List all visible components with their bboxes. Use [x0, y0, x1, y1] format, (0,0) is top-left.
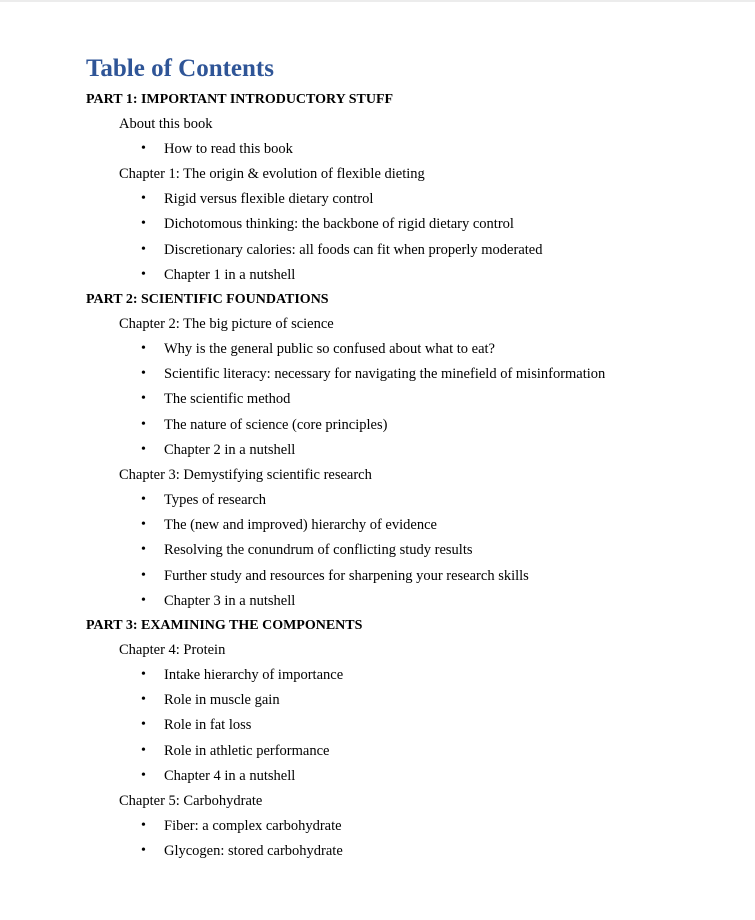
toc-topic-label: The nature of science (core principles): [164, 416, 388, 433]
toc-topic-label: Role in athletic performance: [164, 742, 330, 759]
toc-topic-label: The (new and improved) hierarchy of evidence: [164, 517, 437, 534]
toc-topic-item: [141, 691, 726, 709]
toc-topic-item: [141, 742, 726, 760]
toc-chapter-entry: Chapter 2: The big picture of science: [119, 316, 334, 333]
toc-topic-list: [86, 140, 726, 158]
toc-topic-item: [141, 516, 726, 534]
toc-topic-label: Discretionary calories: all foods can fit when properly moderated: [164, 241, 543, 258]
bullet-icon: •: [141, 592, 146, 608]
toc-part-heading: PART 3: EXAMINING THE COMPONENTS: [86, 618, 363, 634]
toc-topic-label: Role in fat loss: [164, 717, 252, 734]
toc-topic-item: [141, 390, 726, 408]
toc-topic-label: Dichotomous thinking: the backbone of rigid dietary control: [164, 216, 514, 233]
bullet-icon: •: [141, 517, 146, 533]
bullet-icon: •: [141, 216, 146, 232]
toc-topic-label: Intake hierarchy of importance: [164, 667, 344, 684]
toc-topic-item: [141, 140, 726, 158]
toc-topic-item: [141, 767, 726, 785]
toc-topic-label: Why is the general public so confused about what to eat?: [164, 341, 495, 358]
bullet-icon: •: [141, 542, 146, 558]
bullet-icon: •: [141, 567, 146, 583]
toc-topic-label: Glycogen: stored carbohydrate: [164, 843, 343, 860]
toc-topic-item: [141, 215, 726, 233]
toc-topic-item: [141, 567, 726, 585]
toc-topic-list: [86, 340, 726, 459]
toc-topic-label: The scientific method: [164, 391, 291, 408]
toc-topic-label: Resolving the conundrum of conflicting study results: [164, 542, 473, 559]
bullet-icon: •: [141, 692, 146, 708]
toc-topic-label: How to read this book: [164, 141, 293, 157]
bullet-icon: •: [141, 818, 146, 834]
toc-topic-item: [141, 266, 726, 284]
toc-topic-item: [141, 190, 726, 208]
toc-topic-label: Role in muscle gain: [164, 692, 280, 709]
page-top-border: [0, 0, 755, 2]
toc-topic-label: Chapter 4 in a nutshell: [164, 767, 296, 784]
bullet-icon: •: [141, 492, 146, 508]
toc-part-heading: PART 2: SCIENTIFIC FOUNDATIONS: [86, 292, 329, 308]
bullet-icon: •: [141, 667, 146, 683]
toc-topic-list: [86, 666, 726, 785]
bullet-icon: •: [141, 717, 146, 733]
toc-chapter-entry: Chapter 4: Protein: [119, 642, 226, 659]
toc-topic-label: Chapter 3 in a nutshell: [164, 592, 296, 609]
document-page: [86, 54, 726, 860]
toc-chapter-entry: Chapter 5: Carbohydrate: [119, 793, 263, 810]
toc-topic-label: Chapter 1 in a nutshell: [164, 266, 296, 283]
toc-chapter-entry: About this book: [119, 116, 213, 132]
toc-part-heading: PART 1: IMPORTANT INTRODUCTORY STUFF: [86, 92, 394, 107]
toc-topic-label: Types of research: [164, 492, 267, 509]
bullet-icon: •: [141, 266, 146, 282]
bullet-icon: •: [141, 441, 146, 457]
toc-topic-item: [141, 541, 726, 559]
toc-topic-item: [141, 365, 726, 383]
toc-topic-item: [141, 592, 726, 610]
toc-topic-label: Fiber: a complex carbohydrate: [164, 818, 342, 835]
toc-topic-item: [141, 491, 726, 509]
toc-topic-item: [141, 340, 726, 358]
bullet-icon: •: [141, 391, 146, 407]
toc-list: [86, 91, 726, 860]
toc-topic-item: [141, 666, 726, 684]
toc-topic-item: [141, 441, 726, 459]
bullet-icon: •: [141, 767, 146, 783]
toc-topic-label: Scientific literacy: necessary for navigating the minefield of misinformation: [164, 366, 606, 383]
toc-topic-item: [141, 842, 726, 860]
bullet-icon: •: [141, 191, 146, 207]
toc-topic-label: Chapter 2 in a nutshell: [164, 441, 296, 458]
bullet-icon: •: [141, 416, 146, 432]
toc-chapter-entry: Chapter 3: Demystifying scientific research: [119, 467, 372, 484]
bullet-icon: •: [141, 141, 146, 156]
toc-topic-list: [86, 817, 726, 860]
bullet-icon: •: [141, 366, 146, 382]
toc-topic-item: [141, 416, 726, 434]
bullet-icon: •: [141, 843, 146, 859]
toc-topic-list: [86, 491, 726, 610]
toc-chapter-entry: Chapter 1: The origin & evolution of flexible dieting: [119, 166, 425, 183]
bullet-icon: •: [141, 742, 146, 758]
toc-title: Table of Contents: [86, 55, 274, 82]
bullet-icon: •: [141, 241, 146, 257]
toc-topic-item: [141, 241, 726, 259]
toc-topic-list: [86, 190, 726, 284]
toc-topic-label: Further study and resources for sharpening your research skills: [164, 567, 529, 584]
toc-topic-label: Rigid versus flexible dietary control: [164, 191, 374, 208]
toc-topic-item: [141, 817, 726, 835]
bullet-icon: •: [141, 341, 146, 357]
toc-topic-item: [141, 716, 726, 734]
